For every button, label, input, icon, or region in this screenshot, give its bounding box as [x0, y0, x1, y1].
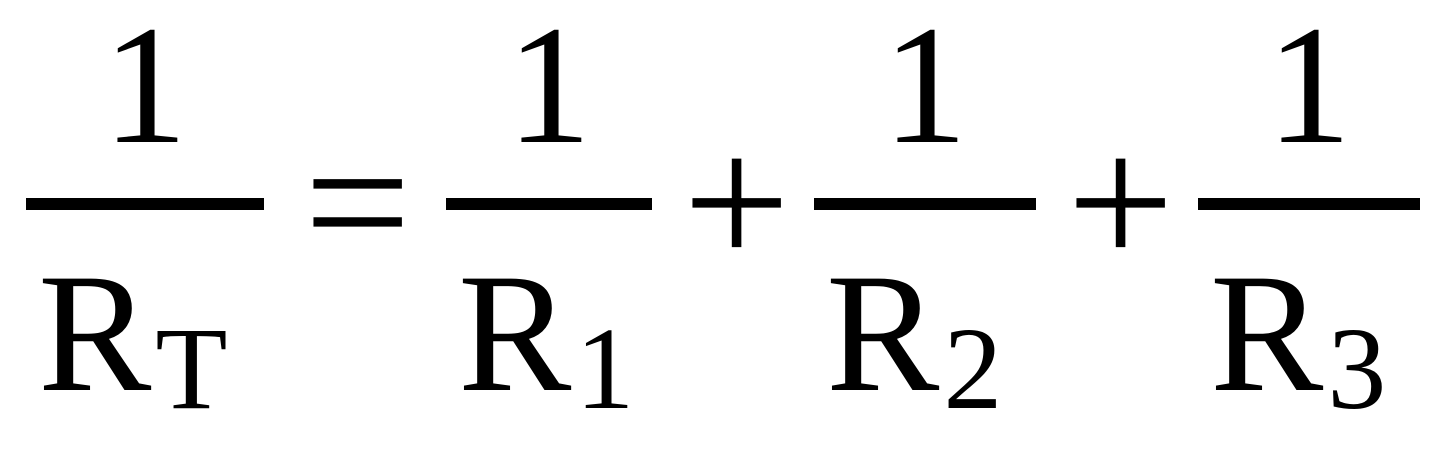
term-3-fraction-bar: [1198, 198, 1420, 210]
term-3-denominator: [1210, 239, 1387, 434]
term-2-denominator-subscript: 2: [943, 303, 1003, 434]
lhs-denominator-variable: R: [38, 239, 152, 427]
term-2-numerator: 1: [882, 0, 968, 179]
term-1-denominator-subscript: 1: [575, 303, 635, 434]
term-1-denominator-variable: R: [458, 239, 572, 427]
lhs-fraction: [26, 0, 264, 467]
term-3-fraction: [1198, 0, 1420, 467]
term-2-denominator: [826, 239, 1003, 434]
plus-sign-1: +: [683, 98, 791, 308]
term-3-denominator-variable: R: [1210, 239, 1324, 427]
term-2-fraction: [814, 0, 1036, 467]
plus-sign-2: +: [1067, 98, 1175, 308]
term-1-denominator: [458, 239, 635, 434]
term-2-fraction-bar: [814, 198, 1036, 210]
lhs-fraction-bar: [26, 198, 264, 210]
lhs-denominator-subscript: T: [155, 303, 228, 434]
term-1-fraction-bar: [446, 198, 652, 210]
term-2-denominator-variable: R: [826, 239, 940, 427]
lhs-numerator: 1: [102, 0, 188, 179]
term-3-denominator-subscript: 3: [1327, 303, 1387, 434]
lhs-denominator: [38, 239, 228, 434]
term-3-numerator: 1: [1266, 0, 1352, 179]
term-1-numerator: 1: [506, 0, 592, 179]
equals-sign: =: [304, 98, 412, 308]
term-1-fraction: [446, 0, 652, 467]
